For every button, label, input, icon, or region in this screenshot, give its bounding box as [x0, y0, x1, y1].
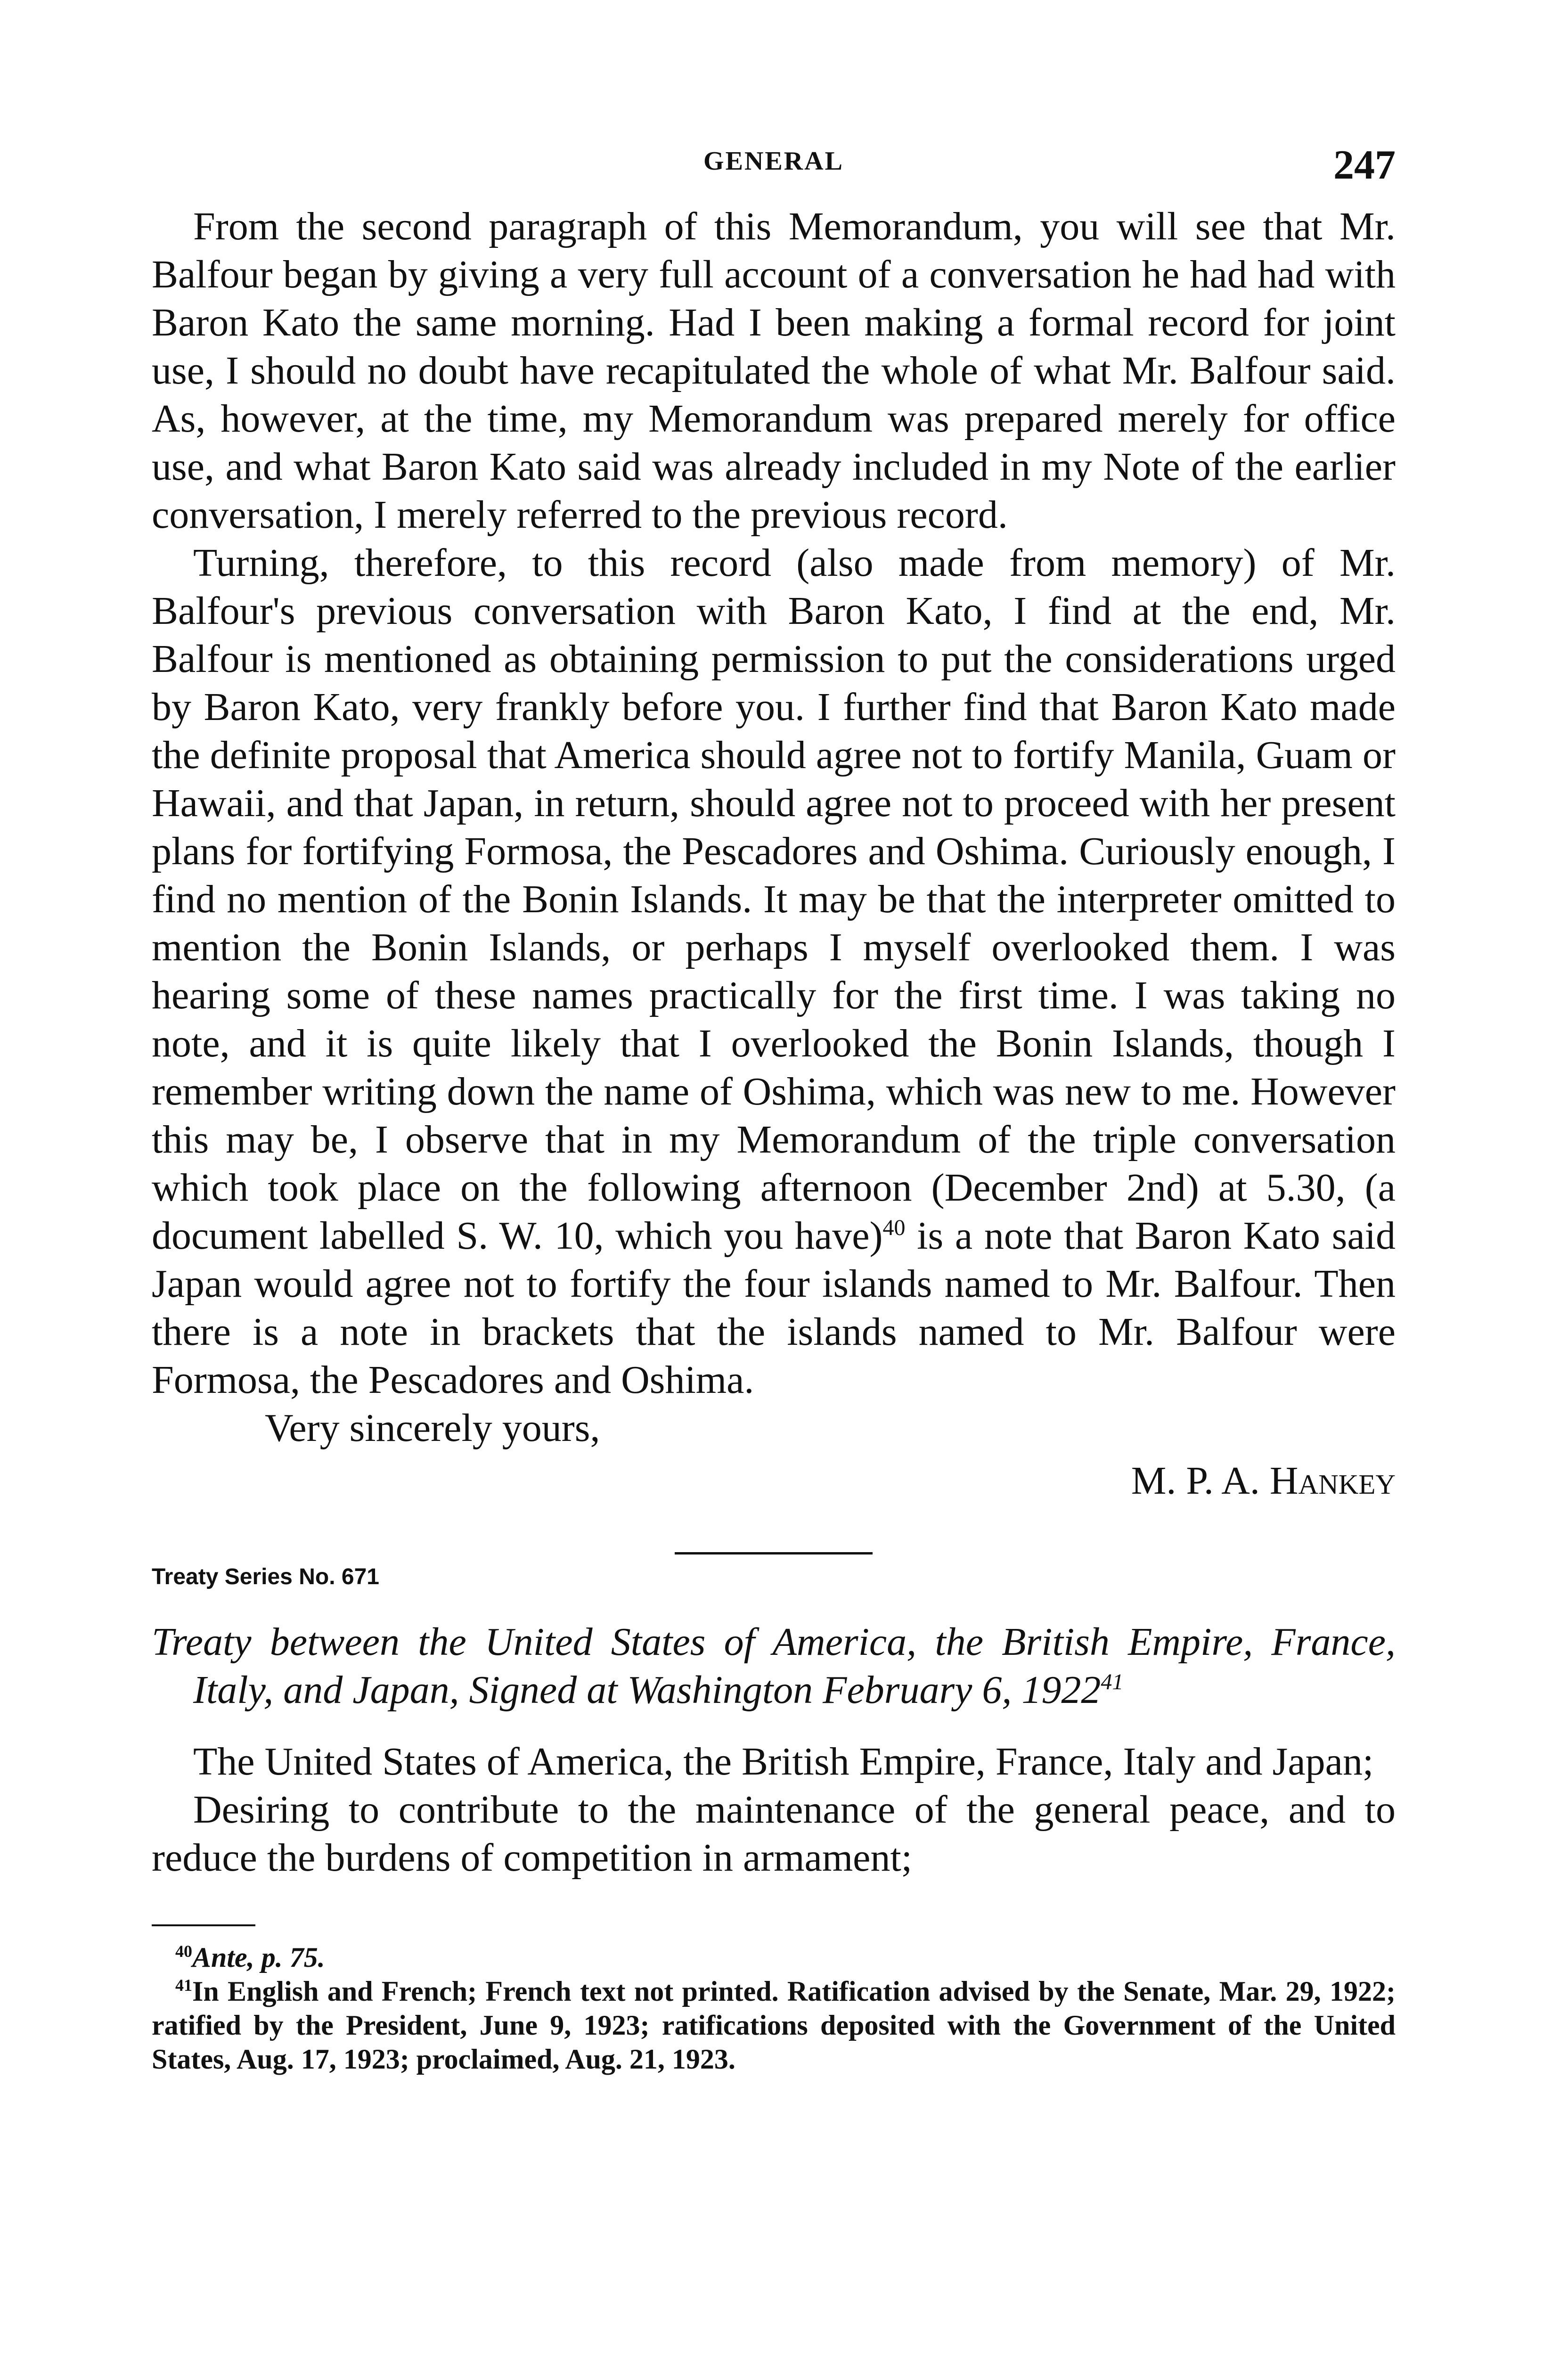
treaty-series-label: Treaty Series No. 671	[152, 1564, 379, 1589]
treaty-paragraph-1: The United States of America, the British Empire, France, Italy and Japan;	[193, 1740, 1374, 1783]
footnote-40	[152, 1940, 1396, 1974]
footnote-divider	[152, 1924, 255, 1926]
running-head: GENERAL	[703, 147, 844, 176]
treaty-paragraph-2: Desiring to contribute to the maintenance of the general peace, and to reduce the burdens of competition in armament;	[152, 1788, 1396, 1880]
page-number: 247	[1333, 142, 1396, 188]
signature-initials: M. P. A.	[1131, 1459, 1270, 1503]
footnote-number: 40	[175, 1942, 192, 1961]
footnote-ref-41[interactable]: 41	[1101, 1669, 1124, 1694]
page	[152, 141, 1396, 2076]
footnote-text: Ante, p. 75.	[192, 1942, 325, 1973]
treaty-title	[152, 1618, 1396, 1714]
treaty-title-text: Treaty between the United States of America, the British Empire, France, Italy, and Japan, Signed at Washington February 6, 1922	[152, 1620, 1396, 1712]
letter-paragraph-2-text-b: is a note that Baron Kato said Japan would agree not to fortify the four islands named to Mr. Balfour. Then there is a note in brackets that the islands named to Mr. Balfour were Formosa, the Pescadores and Oshima.	[152, 1214, 1396, 1402]
letter-paragraph-2-text-a: Turning, therefore, to this record (also made from memory) of Mr. Balfour's previous conversation with Baron Kato, I find at the end, Mr. Balfour is mentioned as obtaining permission to put the considerations urged by Baron Kato, very frankly before you. I further find that Baron Kato made the definite proposal that America should agree not to fortify Manila, Guam or Hawaii, and that Japan, in return, should agree not to proceed with her present plans for fortifying Formosa, the Pescadores and Oshima. Curiously enough, I find no mention of the Bonin Islands. It may be that the interpreter omitted to mention the Bonin Islands, or perhaps I myself overlooked them. I was hearing some of these names practically for the first time. I was taking no note, and it is quite likely that I overlooked the Bonin Islands, though I remember writing down the name of Oshima, which was new to me. However this may be, I observe that in my Memorandum of the triple conversation which took place on the following afternoon (December 2nd) at 5.30, (a document labelled S. W. 10, which you have)	[152, 541, 1396, 1258]
footnote-text: In English and French; French text not printed. Ratification advised by the Senate, Mar. 29, 1922; ratified by the President, June 9, 1923; ratifications deposited with the Government of the United States, Aug. 17, 1923; proclaimed, Aug. 21, 1923.	[152, 1976, 1396, 2075]
footnote-ref-40[interactable]: 40	[882, 1215, 906, 1240]
signature-surname: Hankey	[1269, 1459, 1396, 1503]
section-divider	[675, 1552, 873, 1554]
letter-paragraph-2	[152, 539, 1396, 1404]
treaty-body	[152, 1738, 1396, 1882]
signature	[152, 1457, 1396, 1505]
footnote-41	[152, 1974, 1396, 2076]
closing: Very sincerely yours,	[265, 1406, 600, 1450]
footnote-number: 41	[175, 1976, 192, 1995]
letter-paragraph-1: From the second paragraph of this Memorandum, you will see that Mr. Balfour began by giving a very full account of a conversation he had had with Baron Kato the same morning. Had I been making a formal record for joint use, I should no doubt have recapitulated the whole of what Mr. Balfour said. As, however, at the time, my Memorandum was prepared merely for office use, and what Baron Kato said was already included in my Note of the earlier conversation, I merely referred to the previous record.	[152, 205, 1396, 537]
footnotes	[152, 1940, 1396, 2076]
page-header	[152, 141, 1396, 193]
